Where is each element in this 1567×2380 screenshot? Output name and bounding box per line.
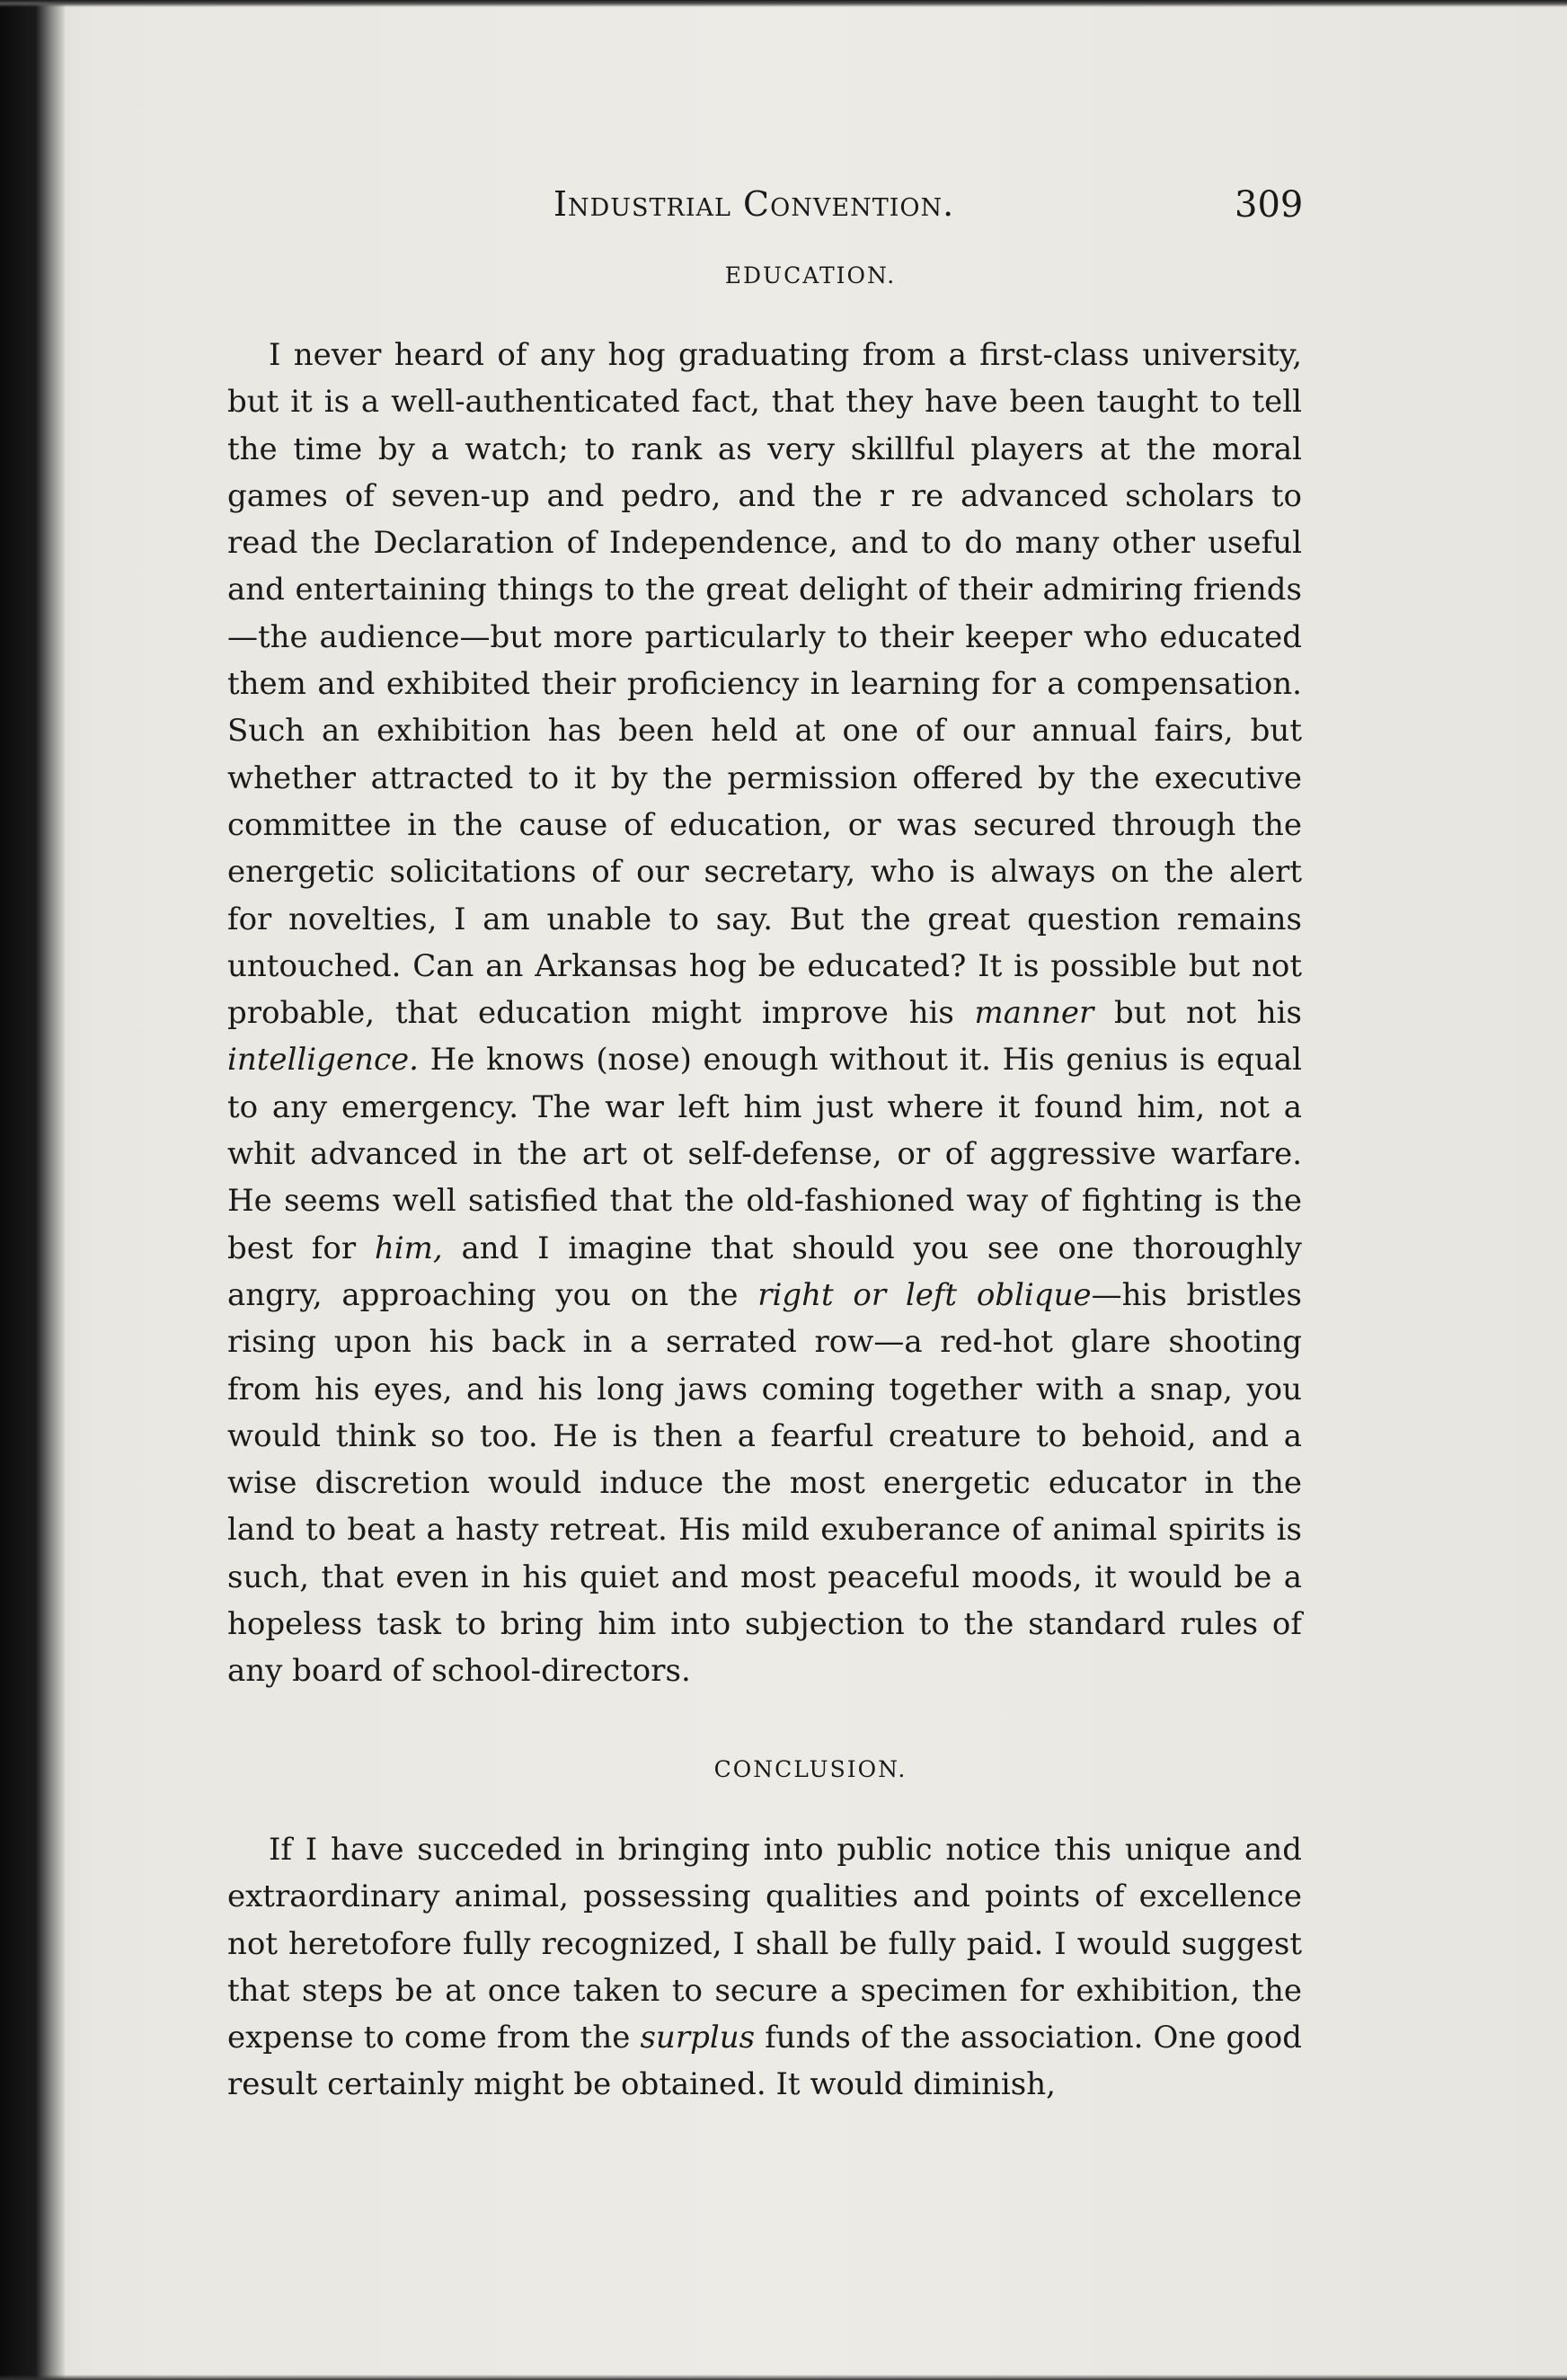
page-number: 309 bbox=[1235, 184, 1304, 226]
text-run: If I have succeded in bringing into public notice this unique and extraordinary animal, possessing qualities and points of excellence not heretofore fully recognized, I shall be fully paid. I would suggest that steps be at once taken to secure a specimen for exhibition, the expense to come from the bbox=[227, 1832, 1302, 2056]
page-header bbox=[0, 184, 1567, 238]
section-heading-education: EDUCATION. bbox=[724, 262, 897, 289]
text-run: funds of the association. One good result certainly might be obtained. It would diminish, bbox=[227, 2020, 1303, 2103]
italic-run: surplus bbox=[640, 2020, 756, 2056]
text-run: but not his bbox=[1093, 995, 1302, 1032]
text-run: —his bristles rising upon his back in a serrated row—a red-hot glare shooting from his eyes, and his long jaws coming together with a snap, you would think so too. He is then a fearful creature to behoid, and a wise discretion would induce the most energetic educator in the land to beat a hasty retreat. His mild exuberance of animal spirits is such, that even in his quiet and most peaceful moods, it would be a hopeless task to bring him into subjection to the standard rules of any board of school-directors. bbox=[227, 1276, 1302, 1690]
italic-run: him, bbox=[374, 1230, 443, 1266]
paragraph-conclusion bbox=[227, 1826, 1302, 2109]
running-head: Industrial Convention. bbox=[553, 184, 955, 224]
section-heading-conclusion: CONCLUSION. bbox=[713, 1756, 907, 1782]
text-run: He knows (nose) enough without it. His genius is equal to any emergency. The war left him just where it found him, not a whit advanced in the art ot self-defense, or of aggressive warfare. He seems well satisfied that the old-fashioned way of fighting is the best for bbox=[227, 1042, 1302, 1266]
italic-run: right or left oblique bbox=[757, 1276, 1092, 1313]
scan-top-edge bbox=[0, 0, 1567, 7]
text-run: I never heard of any hog graduating from a first-class university, but it is a well-authenticated fact, that they have been taught to tell the time by a watch; to rank as very skillful players at the moral games of seven-up and pedro, and the r re advanced scholars to read the Declaration of Independence, and to do many other useful and entertaining things to the great delight of their admiring friends—the audience—but more particularly to their keeper who educated them and exhibited their proficiency in learning for a compensation. Such an exhibition has been held at one of our annual fairs, but whether attracted to it by the permission offered by the executive committee in the cause of education, or was secured through the energetic solicitations of our secretary, who is always on the alert for novelties, I am unable to say. But the great question remains untouched. Can an Arkansas hog be educated? It is possible but not probable, that education might improve his bbox=[227, 337, 1302, 1032]
italic-run: intelligence. bbox=[227, 1042, 419, 1079]
scan-binding-edge bbox=[0, 0, 65, 2380]
text-run: and I imagine that should you see one thoroughly angry, approaching you on the bbox=[227, 1230, 1302, 1313]
italic-run: manner bbox=[974, 995, 1094, 1032]
scan-bottom-edge bbox=[0, 2375, 1567, 2380]
paragraph-education bbox=[227, 332, 1302, 1695]
